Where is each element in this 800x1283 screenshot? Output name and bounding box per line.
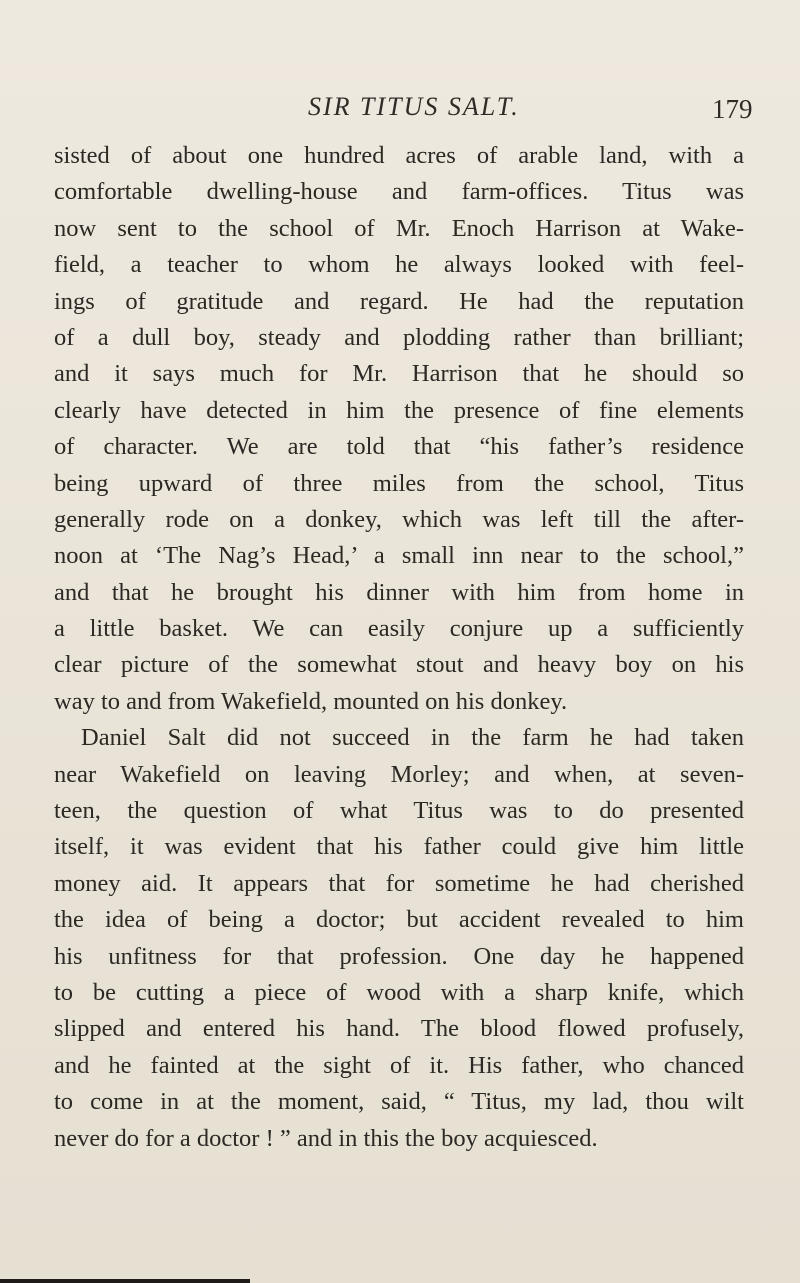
text-line: a little basket. We can easily conjure up a sufficiently	[54, 615, 744, 643]
text-line: slipped and entered his hand. The blood flowed profusely,	[54, 1015, 744, 1043]
text-line: being upward of three miles from the school, Titus	[54, 469, 744, 497]
text-line: comfortable dwelling-house and farm-offices. Titus was	[54, 178, 744, 206]
page-number: 179	[712, 94, 753, 124]
text-line: of a dull boy, steady and plodding rather than brilliant;	[54, 323, 744, 351]
text-line: teen, the question of what Titus was to do presented	[54, 797, 744, 825]
text-line: ings of gratitude and regard. He had the reputation	[54, 287, 744, 315]
text-line: to come in at the moment, said, “ Titus, my lad, thou wilt	[54, 1088, 744, 1116]
text-line: his unfitness for that profession. One day he happened	[54, 942, 744, 970]
text-line: of character. We are told that “his father’s residence	[54, 433, 744, 461]
text-line: clearly have detected in him the presence of fine elements	[54, 396, 744, 424]
text-line: and he fainted at the sight of it. His father, who chanced	[54, 1051, 744, 1079]
running-head	[0, 92, 800, 132]
body-text	[54, 138, 744, 1157]
text-line: and that he brought his dinner with him from home in	[54, 578, 744, 606]
text-line: to be cutting a piece of wood with a sharp knife, which	[54, 978, 744, 1006]
running-title: SIR TITUS SALT.	[308, 92, 520, 121]
text-line: now sent to the school of Mr. Enoch Harrison at Wake-	[54, 214, 744, 242]
text-line: Daniel Salt did not succeed in the farm he had taken	[81, 724, 744, 752]
text-line: sisted of about one hundred acres of arable land, with a	[54, 142, 744, 169]
bottom-edge-rule	[0, 1279, 250, 1283]
text-line: near Wakefield on leaving Morley; and when, at seven-	[54, 760, 744, 788]
text-line: noon at ‘The Nag’s Head,’ a small inn near to the school,”	[54, 542, 744, 570]
text-line: way to and from Wakefield, mounted on his donkey.	[54, 687, 568, 715]
text-line: generally rode on a donkey, which was left till the after-	[54, 505, 744, 533]
text-line: clear picture of the somewhat stout and heavy boy on his	[54, 651, 744, 679]
text-line: and it says much for Mr. Harrison that he should so	[54, 360, 744, 388]
text-line: field, a teacher to whom he always looked with feel-	[54, 251, 744, 279]
text-line: the idea of being a doctor; but accident revealed to him	[54, 906, 744, 934]
text-line: itself, it was evident that his father could give him little	[54, 833, 744, 861]
text-line: never do for a doctor ! ” and in this the boy acquiesced.	[54, 1124, 598, 1152]
text-line: money aid. It appears that for sometime he had cherished	[54, 869, 744, 897]
